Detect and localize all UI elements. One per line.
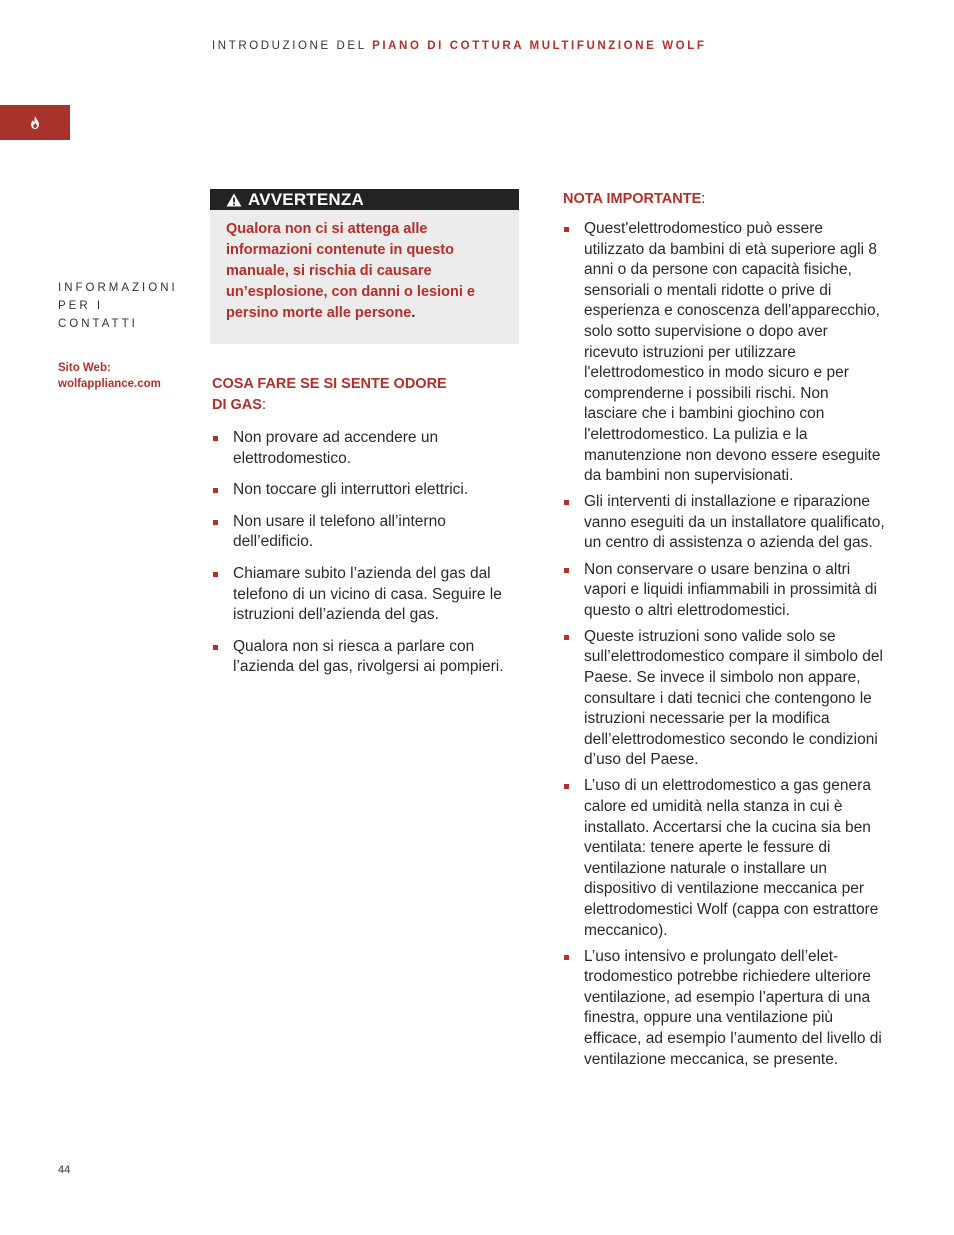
contact-heading-line: PER I [58,300,104,312]
list-item [563,627,885,771]
list-item-text: Non usare il telefono all’interno dell’edificio. [233,512,446,551]
bullet-icon [564,500,569,505]
list-item [212,637,522,678]
gas-section [212,374,522,689]
important-title-colon: : [701,191,706,207]
list-item-text: Non provare ad accendere un elettrodomestico. [233,429,439,467]
bullet-icon [564,784,569,789]
bullet-icon [564,955,569,960]
list-item-text: Non conservare o usare benzina o altri vapori e liquidi infiammabili in prossimità di questo o altri elettrodomestici. [584,560,877,619]
header-prefix: INTRODUZIONE DEL [212,40,367,52]
list-item [212,428,522,469]
gas-title-line: DI GAS [212,397,262,413]
important-title: NOTA IMPORTANTE [563,191,702,207]
bullet-icon [213,645,218,650]
list-item-text: Quest'elettrodomestico può essere utilizzato da bambini di età superiore agli 8 anni o da persone con capacità fisiche, sensoriali o mentali ridotte o prive di esperienza e conoscenza dell'apparecchio, solo sotto supervisione o dopo aver ricevuto istruzioni per utilizzare l'elettrodomestico in modo sicuro e per comprenderne i possibili rischi. Non lasciare che i bambini giochino con l'elettrodomestico. La pulizia e la manutenzione non devono essere eseguite da bambini non supervisionati. [584,220,881,485]
list-item [563,947,885,1071]
bullet-icon [213,572,218,577]
header-title: PIANO DI COTTURA MULTIFUNZIONE WOLF [372,40,707,52]
warning-text [210,210,519,324]
gas-list [212,428,522,678]
warning-period: . [411,305,416,321]
important-list [563,219,885,1070]
contact-heading-line: CONTATTI [58,318,138,330]
gas-section-title [212,374,522,416]
list-item-text: Non toccare gli interruttori elettrici. [233,481,469,499]
contact-heading-line: INFORMAZIONI [58,282,178,294]
bullet-icon [213,520,218,525]
list-item-text: Gli interventi di installazione e riparazione vanno eseguiti da un installatore qualificato, un centro di assistenza o azienda del gas. [584,493,885,552]
warning-title-bar [210,189,519,210]
list-item [563,219,885,487]
bullet-icon [213,488,218,493]
list-item [563,492,885,554]
warning-title: AVVERTENZA [248,189,364,209]
list-item-text: Qualora non si riesca a parlare con l’azienda del gas, rivolgersi ai pompieri. [233,637,504,676]
list-item [212,480,522,501]
page-header [212,40,706,52]
gas-title-colon: : [261,397,266,413]
list-item-text: L’uso di un elettrodomestico a gas genera calore ed umidità nella stanza in cui è installato. Accertarsi che la cucina sia ben ventilata: tenere aperte le fessure di ventilazione naturale o installare un dispositivo di ventilazione meccanica per elettrodomestici Wolf (cappa con estrattore meccanico). [584,777,879,939]
bullet-icon [564,568,569,573]
list-item [212,512,522,553]
website-link[interactable]: wolfappliance.com [58,378,161,390]
bullet-icon [564,635,569,640]
section-tab [0,105,70,140]
list-item-text: L’uso intensivo e prolungato dell’elettrodomestico potrebbe richiedere ulteriore ventilazione, ad esempio l’apertura di una finestra, oppure una ventilazione più efficace, ad esempio l’aumento del livello di ventilazione meccanica, se presente. [584,947,882,1068]
important-section [563,189,885,1076]
flame-icon [30,116,40,129]
bullet-icon [213,436,218,441]
list-item-text: Chiamare subito l’azienda del gas dal telefono di un vicino di casa. Seguire le istruzioni dell’azienda del gas. [233,564,502,624]
list-item-text: Queste istruzioni sono valide solo se sull’elettrodomestico compare il simbolo del Paese. Se invece il simbolo non appare, consultare i dati tecnici che contengono le istruzioni necessarie per la modifica dell’elettrodomestico secondo le condizioni d’uso del Paese. [584,627,883,769]
list-item [563,560,885,622]
website-label: Sito Web: [58,362,111,374]
list-item [212,564,522,626]
website-info [58,360,161,392]
page-number: 44 [58,1164,71,1176]
gas-title-line: COSA FARE SE SI SENTE ODORE [212,376,447,392]
important-section-title [563,189,885,210]
warning-box [210,189,519,344]
bullet-icon [564,227,569,232]
warning-triangle-icon [226,193,242,207]
warning-message: Qualora non ci si attenga alle informazioni contenute in questo manuale, si rischia di causare un’esplosione, con danni o lesioni e persino morte alle persone [226,221,475,321]
list-item [563,776,885,941]
contact-heading [58,279,198,333]
